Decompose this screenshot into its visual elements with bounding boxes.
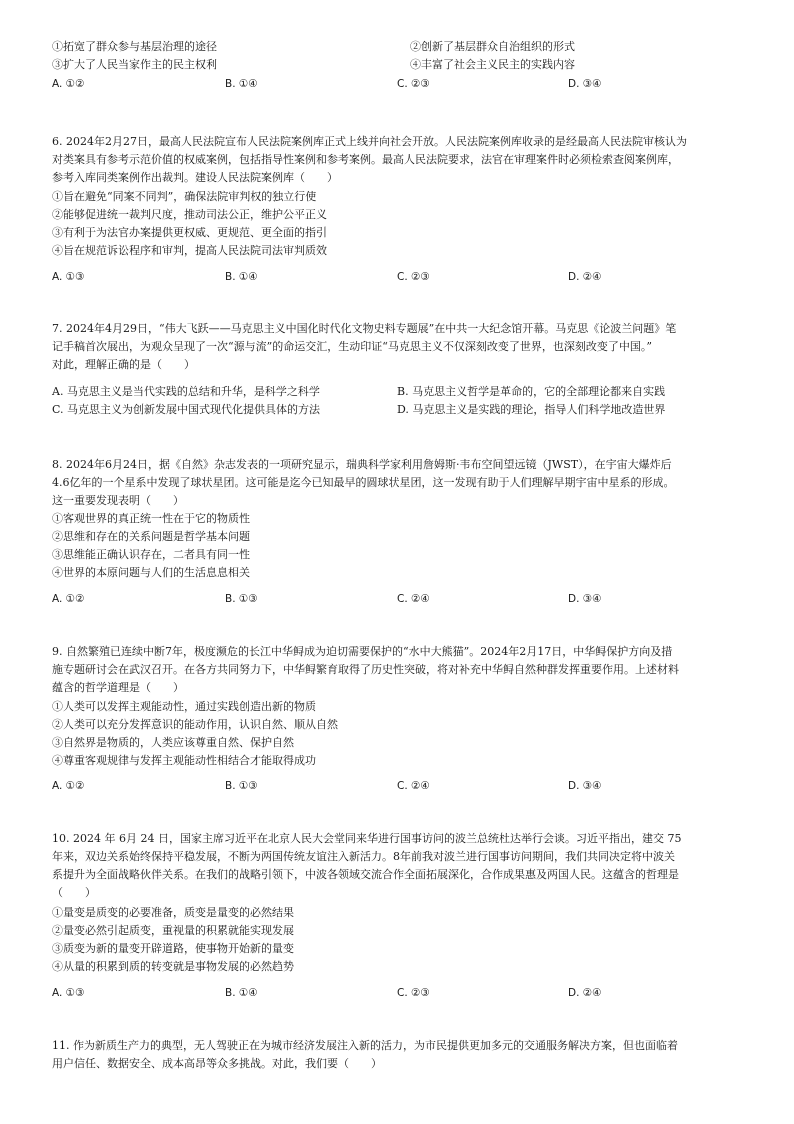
q6-stem-line-1: 6. 2024年2月27日，最高人民法院宣布人民法院案例库正式上线并向社会开放。人民法院案例库收录的是经最高人民法院审核认为 <box>52 135 687 148</box>
q10-item-1: ①量变是质变的必要准备，质变是量变的必然结果 <box>52 906 294 919</box>
q10-item-3: ③质变为新的量变开辟道路，使事物开始新的量变 <box>52 942 294 955</box>
q10-items <box>52 904 294 976</box>
q11-stem-line-2: 用户信任、数据安全、成本高昂等众多挑战。对此，我们要（ ） <box>52 1057 382 1070</box>
q8-answer-c[interactable]: C. ②④ <box>397 593 430 605</box>
q8-answer-d[interactable]: D. ③④ <box>568 593 602 605</box>
q5-answers <box>52 75 742 93</box>
q5-answer-a[interactable]: A. ①② <box>52 78 85 90</box>
q9-stem <box>52 643 742 697</box>
q8-answers <box>52 590 742 608</box>
q6-answer-b[interactable]: B. ①④ <box>225 271 258 283</box>
q6-stem-line-2: 对类案具有参考示范价值的权威案例，包括指导性案例和参考案例。最高人民法院要求，法官在审理案件时必须检索查阅案例库， <box>52 153 679 166</box>
q9-stem-line-2: 施专题研讨会在武汉召开。在各方共同努力下，中华鲟繁育取得了历史性突破，将对补充中华鲟自然种群发挥重要作用。上述材料 <box>52 663 679 676</box>
q6-item-4: ④旨在规范诉讼程序和审判，提高人民法院司法审判质效 <box>52 244 327 257</box>
q6-answers <box>52 268 742 286</box>
q9-answer-b[interactable]: B. ①③ <box>225 780 258 792</box>
q6-item-1: ①旨在避免“同案不同判”，确保法院审判权的独立行使 <box>52 190 317 203</box>
q10-answer-c[interactable]: C. ②③ <box>397 987 430 999</box>
q9-item-2: ②人类可以充分发挥意识的能动作用，认识自然、顺从自然 <box>52 718 338 731</box>
q8-item-2: ②思维和存在的关系问题是哲学基本问题 <box>52 530 250 543</box>
q10-stem-line-3: 系提升为全面战略伙伴关系。在我们的战略引领下，中波各领域交流合作全面拓展深化，合作成果惠及两国人民。这蕴含的哲理是 <box>52 868 679 881</box>
q7-option-d[interactable]: D. 马克思主义是实践的理论，指导人们科学地改造世界 <box>397 403 666 416</box>
q5-item-1: ①拓宽了群众参与基层治理的途径 <box>52 40 217 53</box>
q6-stem-line-3: 参考入库同类案例作出裁判。建设人民法院案例库（ ） <box>52 171 338 184</box>
q9-answers <box>52 777 742 795</box>
q10-answer-b[interactable]: B. ①④ <box>225 987 258 999</box>
q10-answer-d[interactable]: D. ②④ <box>568 987 602 999</box>
q8-stem-line-1: 8. 2024年6月24日，据《自然》杂志发表的一项研究显示，瑞典科学家利用詹姆斯·韦布空间望远镜（JWST），在宇宙大爆炸后 <box>52 458 672 471</box>
q7-stem-line-1: 7. 2024年4月29日，“伟大飞跃——马克思主义中国化时代化文物史料专题展”在中共一大纪念馆开幕。马克思《论波兰问题》笔 <box>52 322 677 335</box>
q7-option-a[interactable]: A. 马克思主义是当代实践的总结和升华，是科学之科学 <box>52 385 320 398</box>
q8-stem-line-3: 这一重要发现表明（ ） <box>52 494 184 507</box>
q6-item-2: ②能够促进统一裁判尺度，推动司法公正，维护公平正义 <box>52 208 327 221</box>
q7-options-row-1 <box>52 383 742 401</box>
q9-stem-line-1: 9. 自然繁殖已连续中断7年，极度濒危的长江中华鲟成为迫切需要保护的“水中大熊猫”。2024年2月17日，中华鲟保护方向及措 <box>52 645 673 658</box>
q5-items-row-1 <box>52 38 742 56</box>
q11-stem <box>52 1037 742 1073</box>
q9-item-3: ③自然界是物质的，人类应该尊重自然、保护自然 <box>52 736 294 749</box>
q7-stem-line-2: 记手稿首次展出，为观众呈现了一次“源与流”的命运交汇，生动印证“马克思主义不仅深刻改变了世界，也深刻改变了中国。” <box>52 340 652 353</box>
q6-answer-a[interactable]: A. ①③ <box>52 271 85 283</box>
q6-items <box>52 188 327 260</box>
q8-stem <box>52 456 742 510</box>
q5-answer-d[interactable]: D. ③④ <box>568 78 602 90</box>
q6-item-3: ③有利于为法官办案提供更权威、更规范、更全面的指引 <box>52 226 327 239</box>
q8-item-1: ①客观世界的真正统一性在于它的物质性 <box>52 512 250 525</box>
q7-option-b[interactable]: B. 马克思主义哲学是革命的，它的全部理论都来自实践 <box>397 385 666 398</box>
q5-item-4: ④丰富了社会主义民主的实践内容 <box>410 58 575 71</box>
q5-items-row-2 <box>52 56 742 74</box>
q6-answer-c[interactable]: C. ②③ <box>397 271 430 283</box>
q9-stem-line-3: 蕴含的哲学道理是（ ） <box>52 681 184 694</box>
q5-item-2: ②创新了基层群众自治组织的形式 <box>410 40 575 53</box>
q10-answer-a[interactable]: A. ①③ <box>52 987 85 999</box>
q9-answer-c[interactable]: C. ②④ <box>397 780 430 792</box>
q8-answer-a[interactable]: A. ①② <box>52 593 85 605</box>
q11-stem-line-1: 11. 作为新质生产力的典型，无人驾驶正在为城市经济发展注入新的活力，为市民提供更加多元的交通服务解决方案，但也面临着 <box>52 1039 678 1052</box>
q7-stem-line-3: 对此，理解正确的是（ ） <box>52 358 195 371</box>
q6-answer-d[interactable]: D. ②④ <box>568 271 602 283</box>
q5-answer-b[interactable]: B. ①④ <box>225 78 258 90</box>
q9-answer-a[interactable]: A. ①② <box>52 780 85 792</box>
q8-items <box>52 510 250 582</box>
q10-item-2: ②量变必然引起质变，重视量的积累就能实现发展 <box>52 924 294 937</box>
q7-option-c[interactable]: C. 马克思主义为创新发展中国式现代化提供具体的方法 <box>52 403 321 416</box>
q10-answers <box>52 984 742 1002</box>
q8-item-4: ④世界的本原问题与人们的生活息息相关 <box>52 566 250 579</box>
q9-item-4: ④尊重客观规律与发挥主观能动性相结合才能取得成功 <box>52 754 316 767</box>
q8-stem-line-2: 4.6亿年的一个星系中发现了球状星团。这可能是迄今已知最早的圆球状星团，这一发现有助于人们理解早期宇宙中星系的形成。 <box>52 476 675 489</box>
q9-answer-d[interactable]: D. ③④ <box>568 780 602 792</box>
q10-stem <box>52 830 742 902</box>
q10-stem-line-2: 年来，双边关系始终保持平稳发展，不断为两国传统友谊注入新活力。8年前我对波兰进行国事访问期间，我们共同决定将中波关 <box>52 850 675 863</box>
q5-answer-c[interactable]: C. ②③ <box>397 78 430 90</box>
q10-stem-line-4: （ ） <box>52 886 96 899</box>
q5-item-3: ③扩大了人民当家作主的民主权利 <box>52 58 217 71</box>
q10-stem-line-1: 10. 2024 年 6月 24 日，国家主席习近平在北京人民大会堂同来华进行国事访问的波兰总统杜达举行会谈。习近平指出，建交 75 <box>52 832 682 845</box>
q10-item-4: ④从量的积累到质的转变就是事物发展的必然趋势 <box>52 960 294 973</box>
q7-stem <box>52 320 742 374</box>
q6-stem <box>52 133 742 187</box>
q8-answer-b[interactable]: B. ①③ <box>225 593 258 605</box>
q8-item-3: ③思维能正确认识存在，二者具有同一性 <box>52 548 250 561</box>
q9-items <box>52 698 338 770</box>
q9-item-1: ①人类可以发挥主观能动性，通过实践创造出新的物质 <box>52 700 316 713</box>
q7-options-row-2 <box>52 401 742 419</box>
